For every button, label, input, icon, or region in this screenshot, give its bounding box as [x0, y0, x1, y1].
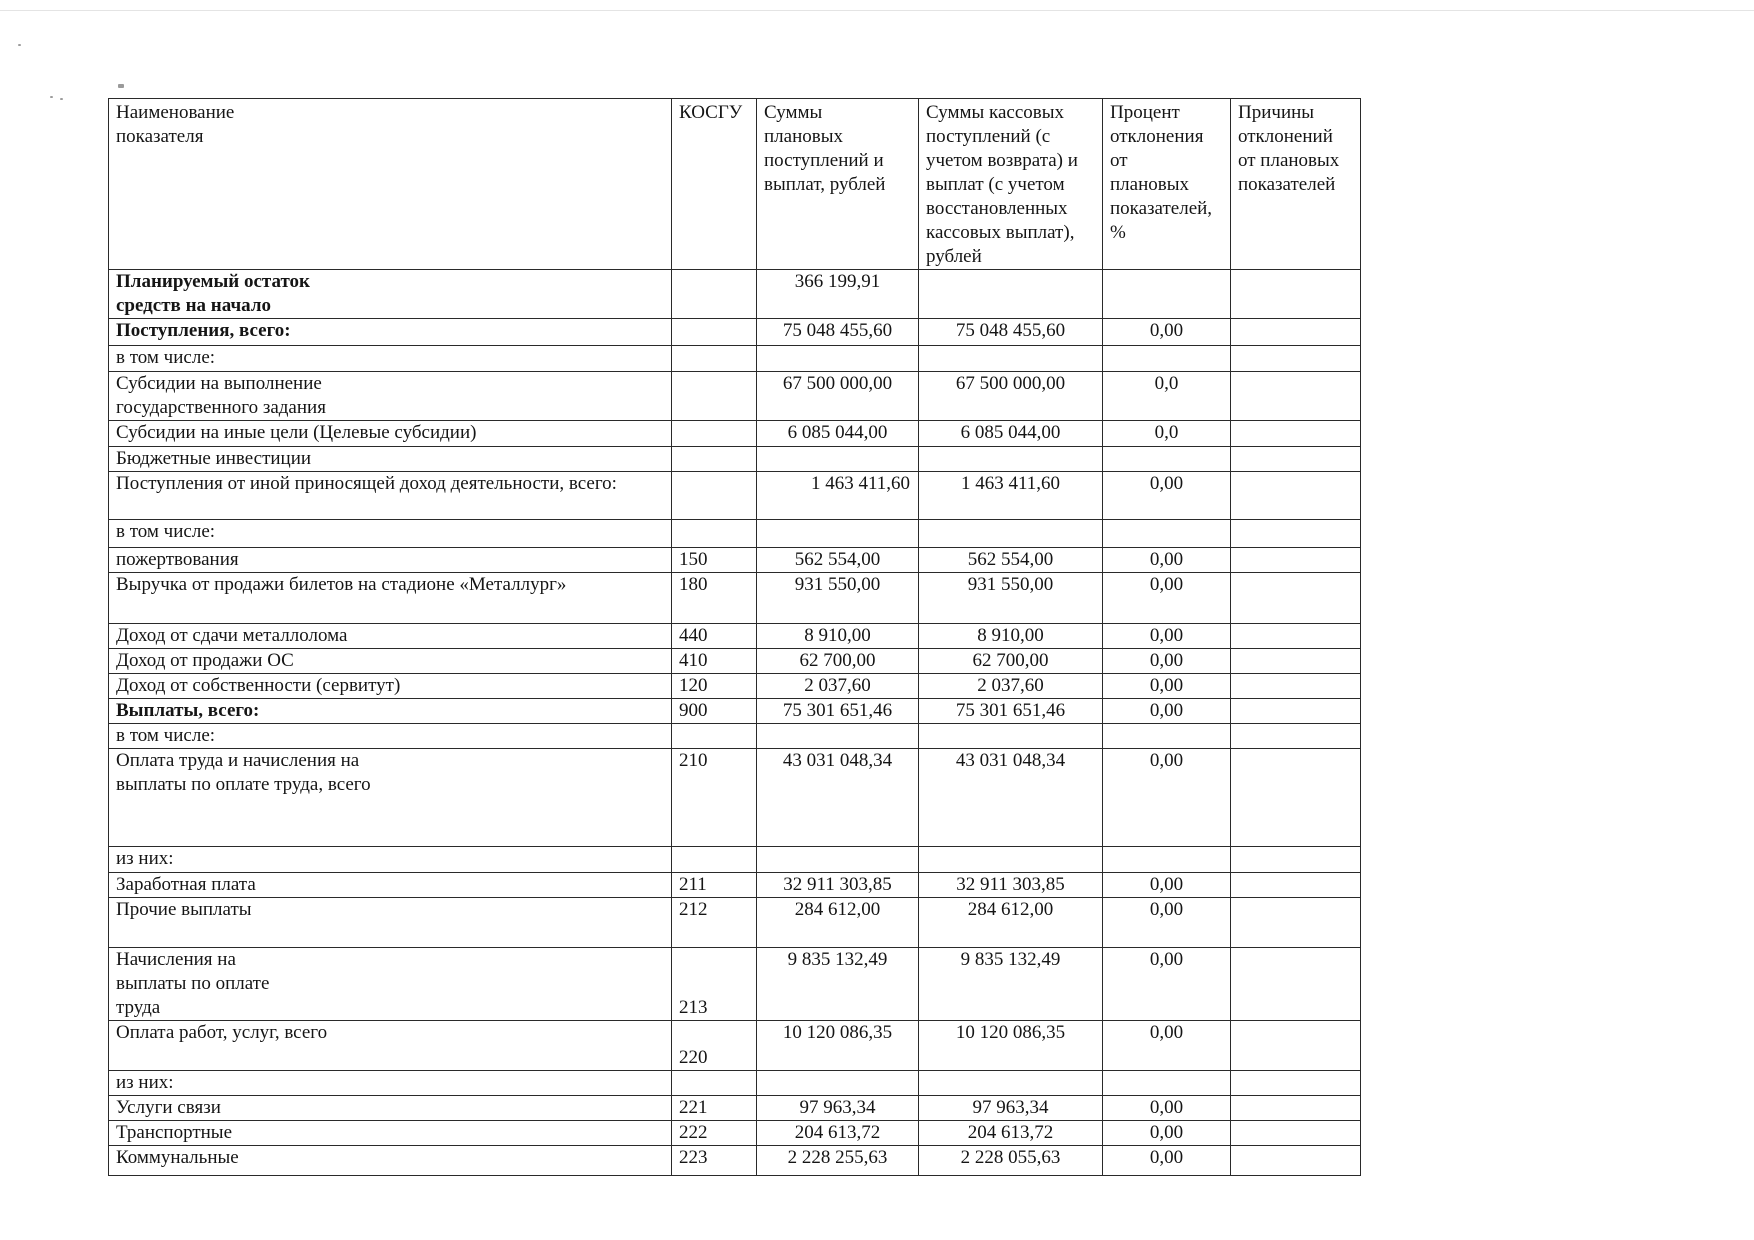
row-reasons: [1231, 1121, 1361, 1146]
row-planned: [757, 847, 919, 873]
row-planned: 931 550,00: [757, 573, 919, 624]
row-reasons: [1231, 873, 1361, 898]
scan-edge-line: [0, 10, 1754, 11]
table-row: [109, 699, 1361, 724]
row-percent: 0,00: [1103, 699, 1231, 724]
row-percent: 0,00: [1103, 1121, 1231, 1146]
row-reasons: [1231, 624, 1361, 649]
row-name: Услуги связи: [109, 1096, 672, 1121]
table-row: [109, 1146, 1361, 1176]
table-row: [109, 447, 1361, 472]
row-cash: 75 301 651,46: [919, 699, 1103, 724]
row-cash: [919, 520, 1103, 548]
row-name: Поступления, всего:: [109, 319, 672, 346]
row-kosgu: [672, 447, 757, 472]
row-planned: 97 963,34: [757, 1096, 919, 1121]
row-cash: [919, 447, 1103, 472]
row-name: в том числе:: [109, 520, 672, 548]
row-planned: 43 031 048,34: [757, 749, 919, 847]
row-reasons: [1231, 699, 1361, 724]
row-name: Начисления на выплаты по оплате труда: [109, 948, 672, 1021]
row-name: пожертвования: [109, 548, 672, 573]
scan-speck: [18, 44, 21, 46]
row-percent: 0,00: [1103, 624, 1231, 649]
row-name: Планируемый остаток средств на начало: [109, 270, 672, 319]
row-planned: [757, 346, 919, 372]
row-name: Оплата труда и начисления на выплаты по оплате труда, всего: [109, 749, 672, 847]
row-kosgu: 220: [672, 1021, 757, 1071]
row-reasons: [1231, 1021, 1361, 1071]
row-reasons: [1231, 548, 1361, 573]
row-kosgu: 180: [672, 573, 757, 624]
scan-speck: [118, 84, 124, 88]
row-cash: 43 031 048,34: [919, 749, 1103, 847]
header-name: Наименование показателя: [109, 99, 672, 270]
row-kosgu: 120: [672, 674, 757, 699]
table-row: [109, 472, 1361, 520]
row-cash: [919, 1071, 1103, 1096]
row-name: Заработная плата: [109, 873, 672, 898]
row-percent: [1103, 447, 1231, 472]
row-kosgu: 211: [672, 873, 757, 898]
table-row: [109, 346, 1361, 372]
row-kosgu: 210: [672, 749, 757, 847]
row-planned: 9 835 132,49: [757, 948, 919, 1021]
row-cash: 284 612,00: [919, 898, 1103, 948]
row-kosgu: [672, 520, 757, 548]
table-row: [109, 573, 1361, 624]
row-reasons: [1231, 674, 1361, 699]
row-reasons: [1231, 649, 1361, 674]
row-reasons: [1231, 520, 1361, 548]
row-percent: 0,00: [1103, 319, 1231, 346]
row-cash: 2 228 055,63: [919, 1146, 1103, 1176]
row-reasons: [1231, 421, 1361, 447]
table-row: [109, 520, 1361, 548]
row-name: в том числе:: [109, 724, 672, 749]
table-row: [109, 873, 1361, 898]
row-cash: 32 911 303,85: [919, 873, 1103, 898]
row-reasons: [1231, 270, 1361, 319]
table-row: [109, 548, 1361, 573]
row-planned: 75 301 651,46: [757, 699, 919, 724]
row-percent: [1103, 270, 1231, 319]
row-name: из них:: [109, 847, 672, 873]
row-planned: 67 500 000,00: [757, 372, 919, 421]
header-percent: Процент отклонения от плановых показателей, %: [1103, 99, 1231, 270]
row-cash: 8 910,00: [919, 624, 1103, 649]
row-planned: 2 228 255,63: [757, 1146, 919, 1176]
row-name: Выручка от продажи билетов на стадионе «Металлург»: [109, 573, 672, 624]
table-row: [109, 724, 1361, 749]
row-percent: 0,00: [1103, 649, 1231, 674]
row-kosgu: 410: [672, 649, 757, 674]
row-cash: [919, 847, 1103, 873]
row-name: Прочие выплаты: [109, 898, 672, 948]
row-percent: 0,00: [1103, 1021, 1231, 1071]
row-kosgu: 223: [672, 1146, 757, 1176]
row-reasons: [1231, 447, 1361, 472]
table-row: [109, 270, 1361, 319]
row-cash: 562 554,00: [919, 548, 1103, 573]
row-cash: 1 463 411,60: [919, 472, 1103, 520]
row-reasons: [1231, 847, 1361, 873]
row-percent: 0,00: [1103, 548, 1231, 573]
row-name: Оплата работ, услуг, всего: [109, 1021, 672, 1071]
row-percent: 0,00: [1103, 573, 1231, 624]
row-planned: 8 910,00: [757, 624, 919, 649]
scan-speck: [60, 98, 63, 100]
row-reasons: [1231, 1096, 1361, 1121]
row-kosgu: [672, 421, 757, 447]
table-row: [109, 1096, 1361, 1121]
row-reasons: [1231, 898, 1361, 948]
row-planned: 2 037,60: [757, 674, 919, 699]
row-percent: 0,00: [1103, 948, 1231, 1021]
row-percent: 0,00: [1103, 873, 1231, 898]
row-percent: [1103, 520, 1231, 548]
row-cash: [919, 346, 1103, 372]
row-percent: 0,0: [1103, 421, 1231, 447]
row-cash: 75 048 455,60: [919, 319, 1103, 346]
row-planned: [757, 1071, 919, 1096]
row-planned: 284 612,00: [757, 898, 919, 948]
row-cash: [919, 724, 1103, 749]
row-planned: 75 048 455,60: [757, 319, 919, 346]
row-kosgu: 222: [672, 1121, 757, 1146]
row-cash: 204 613,72: [919, 1121, 1103, 1146]
row-cash: 6 085 044,00: [919, 421, 1103, 447]
row-cash: 67 500 000,00: [919, 372, 1103, 421]
scan-speck: [50, 96, 53, 98]
row-reasons: [1231, 372, 1361, 421]
row-name: Доход от продажи ОС: [109, 649, 672, 674]
row-name: Доход от сдачи металлолома: [109, 624, 672, 649]
row-reasons: [1231, 724, 1361, 749]
row-name: из них:: [109, 1071, 672, 1096]
table-row: [109, 421, 1361, 447]
table-row: [109, 1071, 1361, 1096]
row-planned: 562 554,00: [757, 548, 919, 573]
row-reasons: [1231, 1146, 1361, 1176]
table-row: [109, 1121, 1361, 1146]
row-name: Коммунальные: [109, 1146, 672, 1176]
row-kosgu: [672, 346, 757, 372]
row-kosgu: 213: [672, 948, 757, 1021]
table-row: [109, 847, 1361, 873]
row-reasons: [1231, 1071, 1361, 1096]
table-row: [109, 1021, 1361, 1071]
row-cash: 62 700,00: [919, 649, 1103, 674]
header-planned: Суммы плановых поступлений и выплат, рублей: [757, 99, 919, 270]
row-planned: 1 463 411,60: [757, 472, 919, 520]
row-percent: 0,00: [1103, 674, 1231, 699]
row-planned: 32 911 303,85: [757, 873, 919, 898]
row-planned: 10 120 086,35: [757, 1021, 919, 1071]
row-kosgu: 212: [672, 898, 757, 948]
row-name: Транспортные: [109, 1121, 672, 1146]
row-name: Поступления от иной приносящей доход деятельности, всего:: [109, 472, 672, 520]
row-cash: 97 963,34: [919, 1096, 1103, 1121]
row-kosgu: [672, 1071, 757, 1096]
row-planned: [757, 447, 919, 472]
row-reasons: [1231, 472, 1361, 520]
row-percent: 0,00: [1103, 898, 1231, 948]
row-percent: 0,00: [1103, 749, 1231, 847]
table-row: [109, 372, 1361, 421]
row-planned: 366 199,91: [757, 270, 919, 319]
row-cash: 10 120 086,35: [919, 1021, 1103, 1071]
row-reasons: [1231, 346, 1361, 372]
header-kosgu: КОСГУ: [672, 99, 757, 270]
row-reasons: [1231, 948, 1361, 1021]
row-cash: [919, 270, 1103, 319]
row-name: Бюджетные инвестиции: [109, 447, 672, 472]
table-row: [109, 674, 1361, 699]
row-kosgu: 440: [672, 624, 757, 649]
table-row: [109, 948, 1361, 1021]
row-percent: [1103, 1071, 1231, 1096]
row-name: Субсидии на выполнение государственного задания: [109, 372, 672, 421]
row-kosgu: 150: [672, 548, 757, 573]
row-name: Выплаты, всего:: [109, 699, 672, 724]
table-header-row: [109, 99, 1361, 270]
table-row: [109, 749, 1361, 847]
table-row: [109, 624, 1361, 649]
row-percent: 0,00: [1103, 1146, 1231, 1176]
row-reasons: [1231, 749, 1361, 847]
row-name: в том числе:: [109, 346, 672, 372]
row-percent: 0,00: [1103, 472, 1231, 520]
row-planned: [757, 520, 919, 548]
row-percent: [1103, 847, 1231, 873]
row-planned: 62 700,00: [757, 649, 919, 674]
row-kosgu: 900: [672, 699, 757, 724]
row-kosgu: 221: [672, 1096, 757, 1121]
table-row: [109, 649, 1361, 674]
financial-report-table: [108, 98, 1361, 1176]
table-row: [109, 319, 1361, 346]
row-kosgu: [672, 724, 757, 749]
row-planned: [757, 724, 919, 749]
row-kosgu: [672, 319, 757, 346]
row-name: Доход от собственности (сервитут): [109, 674, 672, 699]
row-planned: 204 613,72: [757, 1121, 919, 1146]
row-reasons: [1231, 319, 1361, 346]
row-name: Субсидии на иные цели (Целевые субсидии): [109, 421, 672, 447]
row-planned: 6 085 044,00: [757, 421, 919, 447]
row-percent: [1103, 346, 1231, 372]
row-percent: 0,00: [1103, 1096, 1231, 1121]
row-kosgu: [672, 847, 757, 873]
row-reasons: [1231, 573, 1361, 624]
row-kosgu: [672, 472, 757, 520]
row-kosgu: [672, 270, 757, 319]
row-percent: [1103, 724, 1231, 749]
header-reasons: Причины отклонений от плановых показателей: [1231, 99, 1361, 270]
row-percent: 0,0: [1103, 372, 1231, 421]
table-row: [109, 898, 1361, 948]
row-cash: 2 037,60: [919, 674, 1103, 699]
row-cash: 931 550,00: [919, 573, 1103, 624]
row-cash: 9 835 132,49: [919, 948, 1103, 1021]
row-kosgu: [672, 372, 757, 421]
header-cash: Суммы кассовых поступлений (с учетом возврата) и выплат (с учетом восстановленных кассовых выплат), рублей: [919, 99, 1103, 270]
